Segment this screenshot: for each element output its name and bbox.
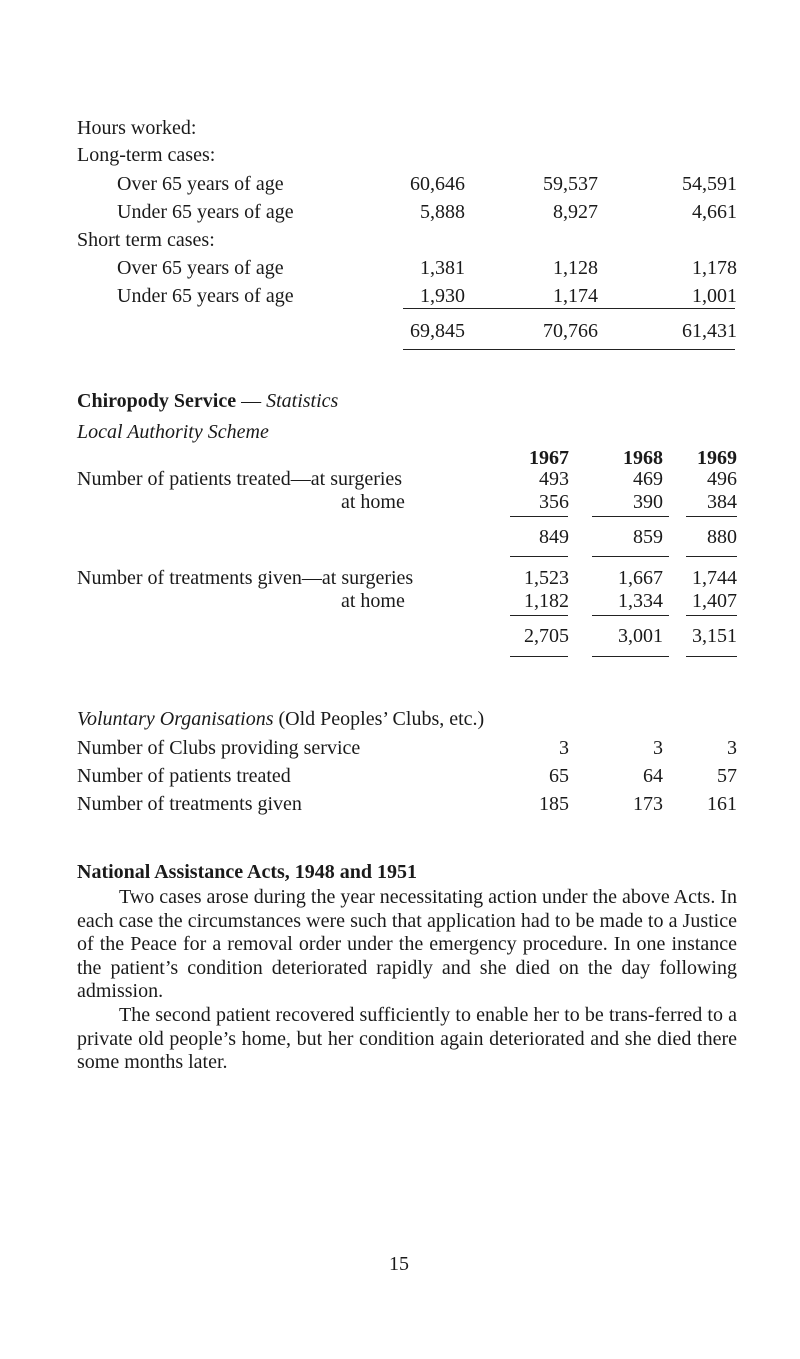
paragraph: Two cases arose during the year necessitating action under the above Acts. In each case the circumstances were such that application had to be made to a Justice of the Peace for a removal order under the emergency procedure. In one instance the patient’s condition deteriorated rapidly and she died on the day following admission. (77, 886, 737, 1002)
value-cell: 5,888 (420, 201, 465, 223)
value-cell: 493 (539, 468, 569, 490)
total-cell: 61,431 (682, 320, 737, 342)
voluntary-heading-rest: (Old Peoples’ Clubs, etc.) (273, 708, 485, 730)
treatments-surgeries-label: Number of treatments given—at surgeries (77, 567, 414, 589)
divider-rule (686, 556, 737, 557)
value-cell: 64 (643, 765, 663, 787)
value-cell: 1,523 (524, 567, 569, 589)
value-cell: 390 (633, 491, 663, 513)
value-cell: 1,001 (692, 285, 737, 307)
divider-rule (592, 656, 669, 657)
total-cell: 70,766 (543, 320, 598, 342)
divider-rule (403, 308, 735, 309)
total-cell: 3,151 (692, 625, 737, 647)
total-cell: 859 (633, 526, 663, 548)
voluntary-heading-italic: Voluntary Organisations (77, 708, 274, 730)
divider-rule (403, 349, 735, 350)
treatments-home-label: at home (341, 590, 405, 612)
value-cell: 173 (633, 793, 663, 815)
value-cell: 8,927 (553, 201, 598, 223)
value-cell: 3 (653, 737, 663, 759)
chiropody-subheading: Local Authority Scheme (77, 421, 269, 443)
patients-surgeries-label: Number of patients treated—at surgeries (77, 468, 403, 490)
year-header: 1967 (529, 447, 569, 469)
row-label: Over 65 years of age (117, 173, 284, 195)
value-cell: 356 (539, 491, 569, 513)
value-cell: 1,182 (524, 590, 569, 612)
divider-rule (510, 615, 568, 616)
divider-rule (686, 656, 737, 657)
voluntary-heading (77, 707, 484, 731)
value-cell: 161 (707, 793, 737, 815)
value-cell: 1,744 (692, 567, 737, 589)
total-cell: 3,001 (618, 625, 663, 647)
value-cell: 65 (549, 765, 569, 787)
row-label: Number of Clubs providing service (77, 737, 361, 759)
row-label: Over 65 years of age (117, 257, 284, 279)
value-cell: 1,178 (692, 257, 737, 279)
chiropody-heading-main: Chiropody Service (77, 390, 237, 412)
page-number: 15 (389, 1253, 409, 1275)
hours-worked-heading: Hours worked: (77, 117, 197, 139)
divider-rule (510, 516, 568, 517)
value-cell: 54,591 (682, 173, 737, 195)
divider-rule (592, 615, 669, 616)
value-cell: 3 (727, 737, 737, 759)
row-label: Number of treatments given (77, 793, 302, 815)
value-cell: 1,667 (618, 567, 663, 589)
heading-dash: — (236, 390, 267, 412)
value-cell: 4,661 (692, 201, 737, 223)
national-assistance-heading: National Assistance Acts, 1948 and 1951 (77, 861, 418, 883)
value-cell: 60,646 (410, 173, 465, 195)
short-term-label: Short term cases: (77, 229, 215, 251)
value-cell: 1,174 (553, 285, 598, 307)
value-cell: 469 (633, 468, 663, 490)
value-cell: 3 (559, 737, 569, 759)
value-cell: 1,381 (420, 257, 465, 279)
total-cell: 69,845 (410, 320, 465, 342)
year-header: 1968 (623, 447, 663, 469)
divider-rule (510, 656, 568, 657)
value-cell: 1,334 (618, 590, 663, 612)
value-cell: 496 (707, 468, 737, 490)
row-label: Under 65 years of age (117, 285, 294, 307)
divider-rule (686, 516, 737, 517)
divider-rule (510, 556, 568, 557)
divider-rule (592, 556, 669, 557)
value-cell: 1,930 (420, 285, 465, 307)
paragraph: The second patient recovered sufficiently to enable her to be trans-ferred to a private old people’s home, but her condition again deteriorated and she died there some months later. (77, 1004, 737, 1073)
patients-home-label: at home (341, 491, 405, 513)
total-cell: 2,705 (524, 625, 569, 647)
divider-rule (592, 516, 669, 517)
total-cell: 849 (539, 526, 569, 548)
row-label: Number of patients treated (77, 765, 291, 787)
row-label: Under 65 years of age (117, 201, 294, 223)
year-header: 1969 (697, 447, 737, 469)
long-term-label: Long-term cases: (77, 144, 216, 166)
value-cell: 59,537 (543, 173, 598, 195)
divider-rule (686, 615, 737, 616)
chiropody-heading (77, 389, 338, 413)
total-cell: 880 (707, 526, 737, 548)
value-cell: 57 (717, 765, 737, 787)
value-cell: 185 (539, 793, 569, 815)
value-cell: 1,128 (553, 257, 598, 279)
value-cell: 384 (707, 491, 737, 513)
chiropody-heading-italic: Statistics (266, 390, 339, 412)
value-cell: 1,407 (692, 590, 737, 612)
